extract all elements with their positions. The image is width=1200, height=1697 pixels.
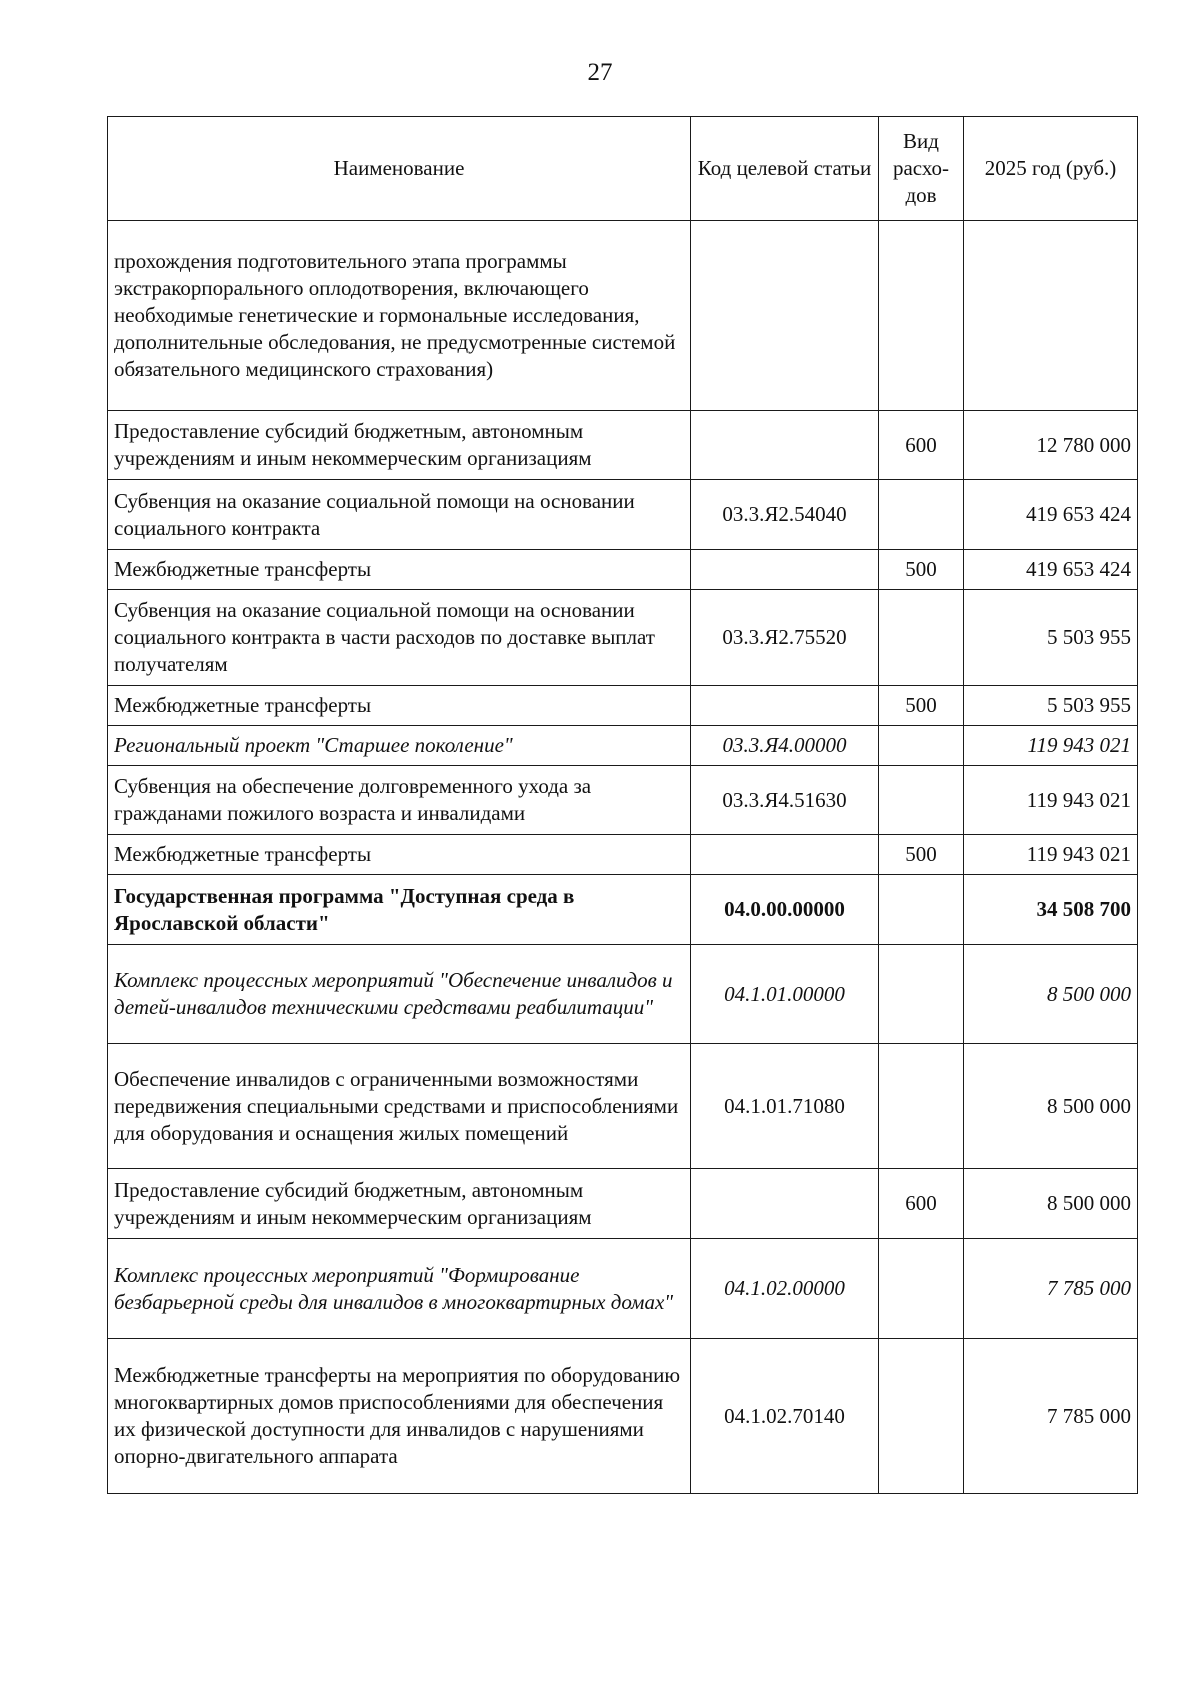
table-row <box>108 221 1138 411</box>
table-row <box>108 1339 1138 1494</box>
row-name: Межбюджетные трансферты на мероприятия по оборудованию многоквартирных домов приспособлениями для обеспечения их физической доступности для инвалидов с нарушениями опорно-двигательного аппарата <box>108 1339 691 1494</box>
row-code <box>691 1169 879 1239</box>
header-amount: 2025 год (руб.) <box>964 117 1138 221</box>
row-kind <box>879 875 964 945</box>
table-row <box>108 1044 1138 1169</box>
table-row <box>108 411 1138 480</box>
page-number: 27 <box>587 59 613 86</box>
row-name: Предоставление субсидий бюджетным, автономным учреждениям и иным некоммерческим организациям <box>108 411 691 480</box>
row-amount: 5 503 955 <box>964 686 1138 726</box>
row-amount: 5 503 955 <box>964 590 1138 686</box>
row-name: Государственная программа "Доступная среда в Ярославской области" <box>108 875 691 945</box>
table-row <box>108 766 1138 835</box>
row-amount: 119 943 021 <box>964 766 1138 835</box>
row-name: Региональный проект "Старшее поколение" <box>108 726 691 766</box>
table-row <box>108 480 1138 550</box>
header-name: Наименование <box>108 117 691 221</box>
table-row <box>108 835 1138 875</box>
table-row <box>108 686 1138 726</box>
header-kind: Вид расхо-дов <box>879 117 964 221</box>
row-name: Субвенция на обеспечение долговременного ухода за гражданами пожилого возраста и инвалидами <box>108 766 691 835</box>
table-row <box>108 1169 1138 1239</box>
table-row <box>108 590 1138 686</box>
row-kind <box>879 1044 964 1169</box>
row-kind <box>879 1239 964 1339</box>
row-code <box>691 221 879 411</box>
row-code <box>691 835 879 875</box>
row-code <box>691 550 879 590</box>
row-name: Комплекс процессных мероприятий "Формирование безбарьерной среды для инвалидов в многоквартирных домах" <box>108 1239 691 1339</box>
row-amount: 8 500 000 <box>964 945 1138 1044</box>
row-amount: 12 780 000 <box>964 411 1138 480</box>
row-amount: 34 508 700 <box>964 875 1138 945</box>
table-row <box>108 875 1138 945</box>
row-amount: 419 653 424 <box>964 550 1138 590</box>
row-code: 04.1.01.71080 <box>691 1044 879 1169</box>
row-kind <box>879 480 964 550</box>
row-kind: 600 <box>879 1169 964 1239</box>
row-amount: 119 943 021 <box>964 835 1138 875</box>
row-code: 03.3.Я2.54040 <box>691 480 879 550</box>
row-kind: 500 <box>879 550 964 590</box>
row-amount <box>964 221 1138 411</box>
row-code: 04.0.00.00000 <box>691 875 879 945</box>
row-amount: 7 785 000 <box>964 1239 1138 1339</box>
row-name: Межбюджетные трансферты <box>108 686 691 726</box>
row-name: Межбюджетные трансферты <box>108 835 691 875</box>
row-name: Комплекс процессных мероприятий "Обеспечение инвалидов и детей-инвалидов техническими средствами реабилитации" <box>108 945 691 1044</box>
row-code: 03.3.Я4.00000 <box>691 726 879 766</box>
row-name: Субвенция на оказание социальной помощи на основании социального контракта в части расходов по доставке выплат получателям <box>108 590 691 686</box>
row-code: 03.3.Я2.75520 <box>691 590 879 686</box>
table-row <box>108 726 1138 766</box>
row-kind: 600 <box>879 411 964 480</box>
header-row <box>108 117 1138 221</box>
row-kind <box>879 766 964 835</box>
row-kind: 500 <box>879 686 964 726</box>
budget-table <box>107 116 1138 1494</box>
row-name: Обеспечение инвалидов с ограниченными возможностями передвижения специальными средствами и приспособлениями для оборудования и оснащения жилых помещений <box>108 1044 691 1169</box>
row-code: 04.1.02.70140 <box>691 1339 879 1494</box>
row-kind: 500 <box>879 835 964 875</box>
row-code <box>691 686 879 726</box>
table-row <box>108 945 1138 1044</box>
row-amount: 419 653 424 <box>964 480 1138 550</box>
row-amount: 7 785 000 <box>964 1339 1138 1494</box>
row-code <box>691 411 879 480</box>
table-row <box>108 550 1138 590</box>
row-name: Субвенция на оказание социальной помощи на основании социального контракта <box>108 480 691 550</box>
row-kind <box>879 726 964 766</box>
row-amount: 8 500 000 <box>964 1044 1138 1169</box>
row-name: Межбюджетные трансферты <box>108 550 691 590</box>
row-name: Предоставление субсидий бюджетным, автономным учреждениям и иным некоммерческим организациям <box>108 1169 691 1239</box>
row-code: 03.3.Я4.51630 <box>691 766 879 835</box>
row-kind <box>879 945 964 1044</box>
row-kind <box>879 221 964 411</box>
table-row <box>108 1239 1138 1339</box>
row-amount: 119 943 021 <box>964 726 1138 766</box>
row-kind <box>879 1339 964 1494</box>
row-code: 04.1.01.00000 <box>691 945 879 1044</box>
row-name: прохождения подготовительного этапа программы экстракорпорального оплодотворения, включающего необходимые генетические и гормональные исследования, дополнительные обследования, не предусмотренные системой обязательного медицинского страхования) <box>108 221 691 411</box>
row-code: 04.1.02.00000 <box>691 1239 879 1339</box>
header-code: Код целевой статьи <box>691 117 879 221</box>
row-amount: 8 500 000 <box>964 1169 1138 1239</box>
row-kind <box>879 590 964 686</box>
